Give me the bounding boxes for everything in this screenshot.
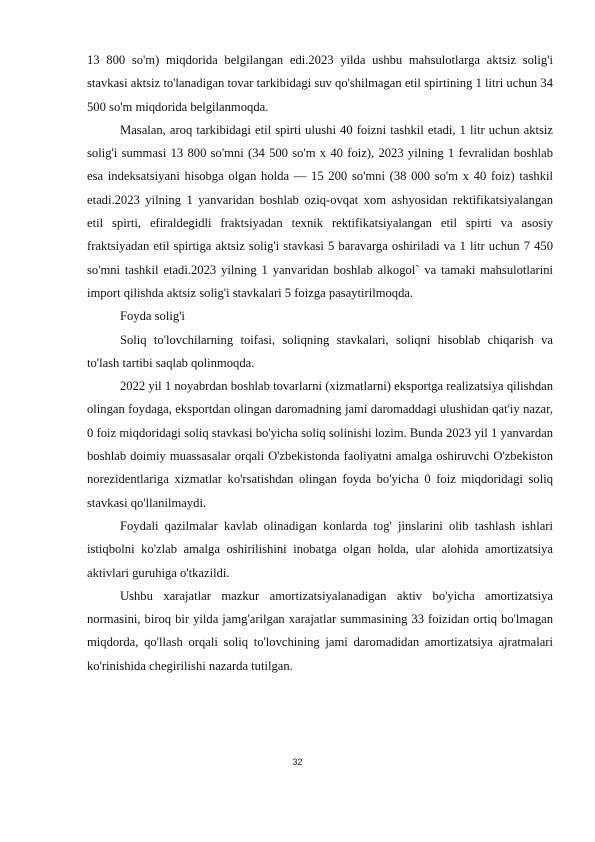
page-number: 32: [292, 757, 303, 767]
paragraph-example: Masalan, aroq tarkibidagi etil spirti ulushi 40 foizni tashkil etadi, 1 litr uchun aktsiz solig'i summasi 13 800 so'mni (34 500 so'm x 40 foiz), 2023 yilning 1 fevralidan boshlab esa indeksatsiyani hisobga olgan holda — 15 200 so'mni (38 000 so'm x 40 foiz) tashkil etadi.2023 yilning 1 yanvaridan boshlab oziq-ovqat xom ashyosidan rektifikatsiyalangan etil spirti, efiraldegidli fraktsiyadan texnik rektifikatsiyalangan etil spirti va asosiy fraktsiyadan etil spirtiga aktsiz solig'i stavkasi 5 baravarga oshiriladi va 1 litr uchun 7 450 so'mni tashkil etadi.2023 yilning 1 yanvaridan boshlab alkogol` va tamaki mahsulotlarini import qilishda aktsiz solig'i stavkalari 5 foizga pasaytirilmoqda.: [87, 122, 553, 300]
paragraph-export: 2022 yil 1 noyabrdan boshlab tovarlarni (xizmatlarni) eksportga realizatsiya qilishdan olingan foydaga, eksportdan olingan daromadning jami daromaddagi ulushidan qat'iy nazar, 0 foiz miqdoridagi soliq stavkasi bo'yicha soliq solinishi lozim. Bunda 2023 yil 1 yanvardan boshlab doimiy muassasalar orqali O'zbekistonda faoliyatni amalga oshiruvchi O'zbekiston norezidentlariga xizmatlar ko'rsatishdan olingan foyda bo'yicha 0 foiz miqdoridagi soliq stavkasi qo'llanilmaydi.: [87, 379, 553, 510]
paragraph-taxpayers: Soliq to'lovchilarning toifasi, soliqning stavkalari, soliqni hisoblab chiqarish va to'lash tartibi saqlab qolinmoqda.: [87, 332, 553, 370]
paragraph-continuation: 13 800 so'm) miqdorida belgilangan edi.2023 yilda ushbu mahsulotlarga aktsiz solig'i stavkasi aktsiz to'lanadigan tovar tarkibidagi suv qo'shilmagan etil spirtining 1 litri uchun 34 500 so'm miqdorida belgilanmoqda.: [87, 53, 553, 114]
paragraph-expenses: Ushbu xarajatlar mazkur amortizatsiyalanadigan aktiv bo'yicha amortizatsiya normasini, biroq bir yilda jamg'arilgan xarajatlar summasining 33 foizidan ortiq bo'lmagan miqdorda, qo'llash orqali soliq to'lovchining jami daromadidan amortizatsiya ajratmalari ko'rinishida chegirilishi nazarda tutilgan.: [87, 588, 553, 673]
paragraph-mining: Foydali qazilmalar kavlab olinadigan konlarda tog' jinslarini olib tashlash ishlari istiqbolni ko'zlab amalga oshirilishini inobatga olgan holda, ular alohida amortizatsiya aktivlari guruhiga o'tkazildi.: [87, 518, 553, 580]
section-heading: Foyda solig'i: [120, 309, 185, 324]
document-page: [87, 49, 553, 678]
